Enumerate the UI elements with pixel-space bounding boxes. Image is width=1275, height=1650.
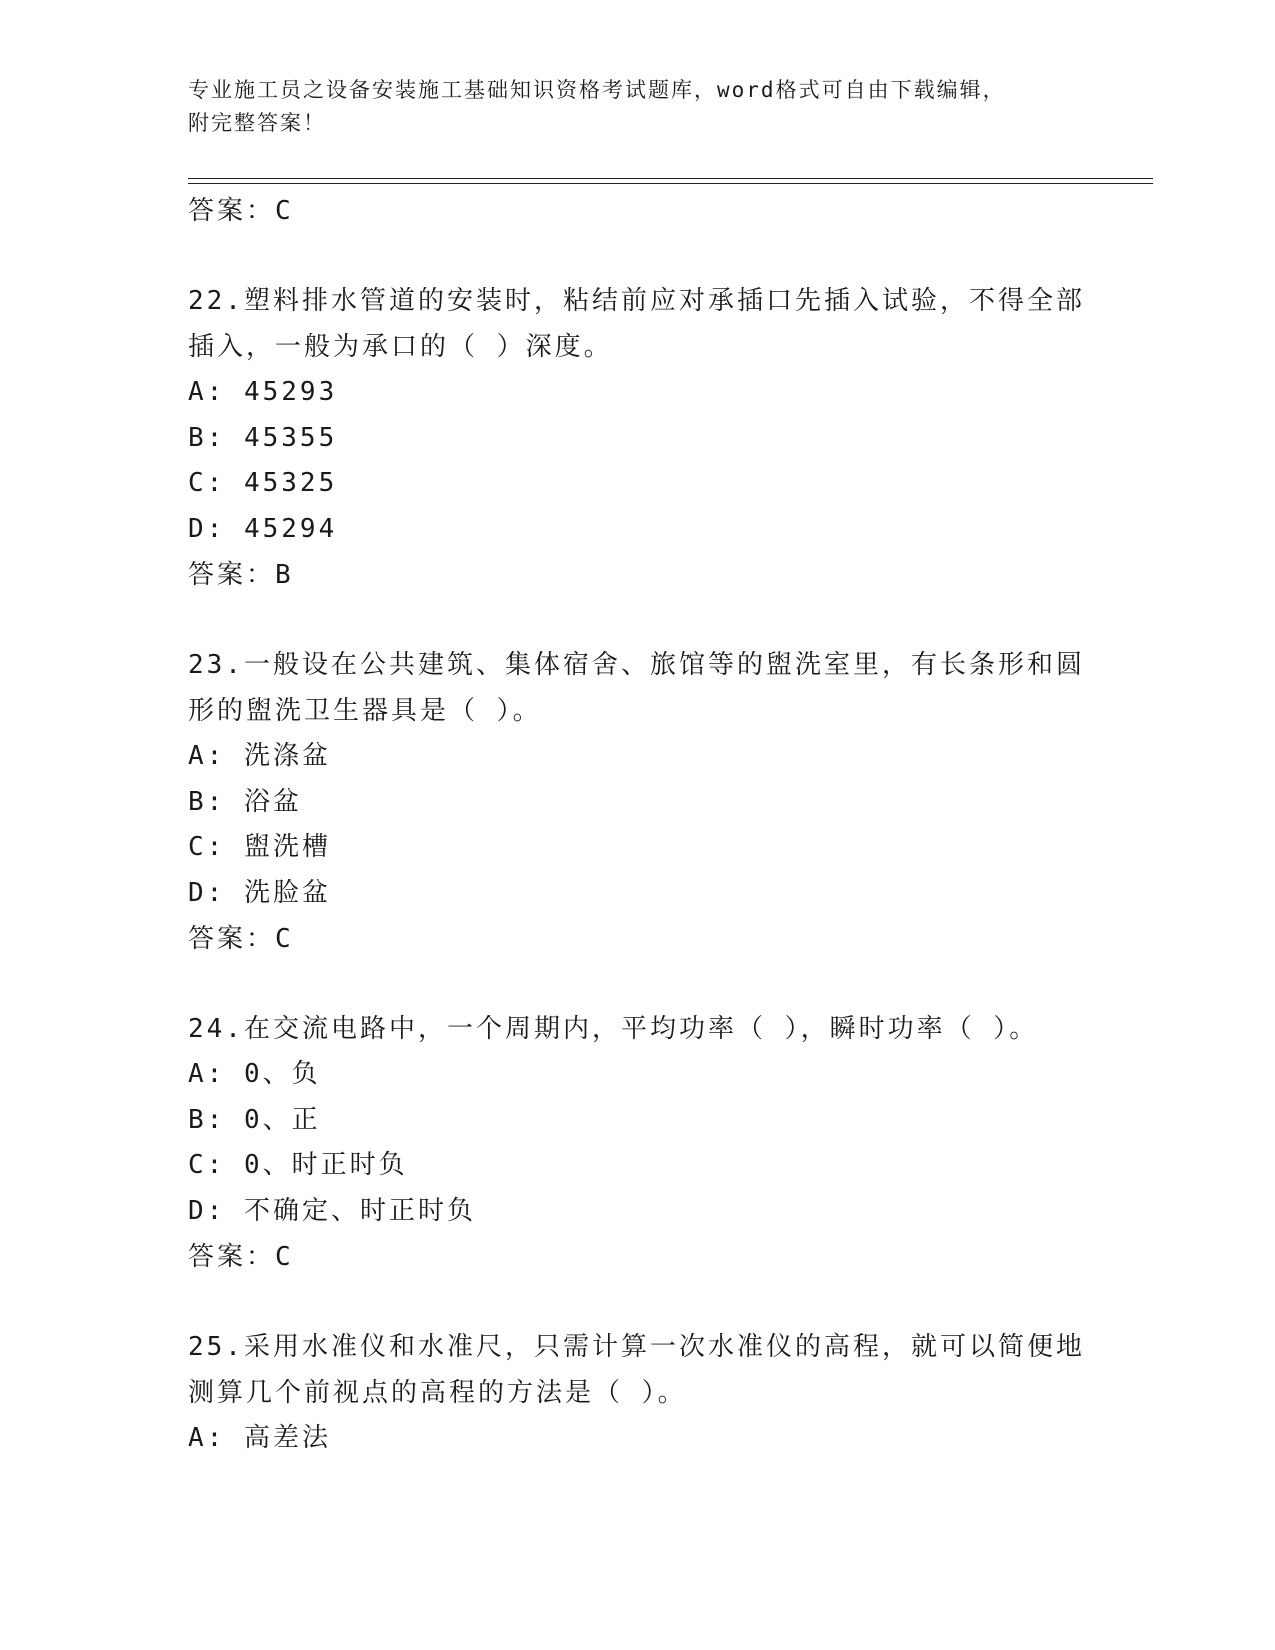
question-25 xyxy=(188,1324,1088,1462)
option-a: A: 0、负 xyxy=(188,1059,321,1089)
option-b: B: 45355 xyxy=(188,422,338,453)
question-text-line: 测算几个前视点的高程的方法是（ ）。 xyxy=(188,1378,687,1408)
header-line-1: 专业施工员之设备安装施工基础知识资格考试题库，word格式可自由下载编辑， xyxy=(188,78,1006,102)
question-23 xyxy=(188,642,1088,962)
question-24 xyxy=(188,1006,1088,1280)
question-list xyxy=(188,188,1088,1462)
answer-line: 答案：C xyxy=(188,196,294,226)
question-text-line: 25.采用水准仪和水准尺，只需计算一次水准仪的高程，就可以简便地 xyxy=(188,1332,1085,1362)
question-text-line: 22.塑料排水管道的安装时，粘结前应对承插口先插入试验，不得全部 xyxy=(188,286,1085,316)
question-text-line: 插入，一般为承口的（ ）深度。 xyxy=(188,332,613,362)
question-text-line: 23.一般设在公共建筑、集体宿舍、旅馆等的盥洗室里，有长条形和圆 xyxy=(188,650,1085,680)
header-rule-bottom xyxy=(188,183,1153,184)
option-c: C: 0、时正时负 xyxy=(188,1150,408,1180)
header-rule-top xyxy=(188,178,1153,179)
option-a: A: 45293 xyxy=(188,377,338,407)
option-d: D: 洗脸盆 xyxy=(188,877,331,908)
option-c: C: 盥洗槽 xyxy=(188,832,331,862)
answer-line: 答案：B xyxy=(188,560,294,590)
option-b: B: 浴盆 xyxy=(188,786,302,817)
answer-line: 答案：C xyxy=(188,924,294,954)
option-b: B: 0、正 xyxy=(188,1104,321,1135)
answer-line: 答案：C xyxy=(188,1242,294,1272)
question-text-line: 形的盥洗卫生器具是（ ）。 xyxy=(188,696,542,726)
option-a: A: 洗涤盆 xyxy=(188,741,331,771)
option-c: C: 45325 xyxy=(188,468,338,498)
option-d: D: 45294 xyxy=(188,513,338,544)
document-header xyxy=(188,74,1068,140)
option-d: D: 不确定、时正时负 xyxy=(188,1195,476,1226)
option-a: A: 高差法 xyxy=(188,1423,331,1453)
question-text-line: 24.在交流电路中，一个周期内，平均功率（ ），瞬时功率（ ）。 xyxy=(188,1014,1039,1044)
question-22 xyxy=(188,278,1088,598)
header-line-2: 附完整答案！ xyxy=(188,111,326,135)
